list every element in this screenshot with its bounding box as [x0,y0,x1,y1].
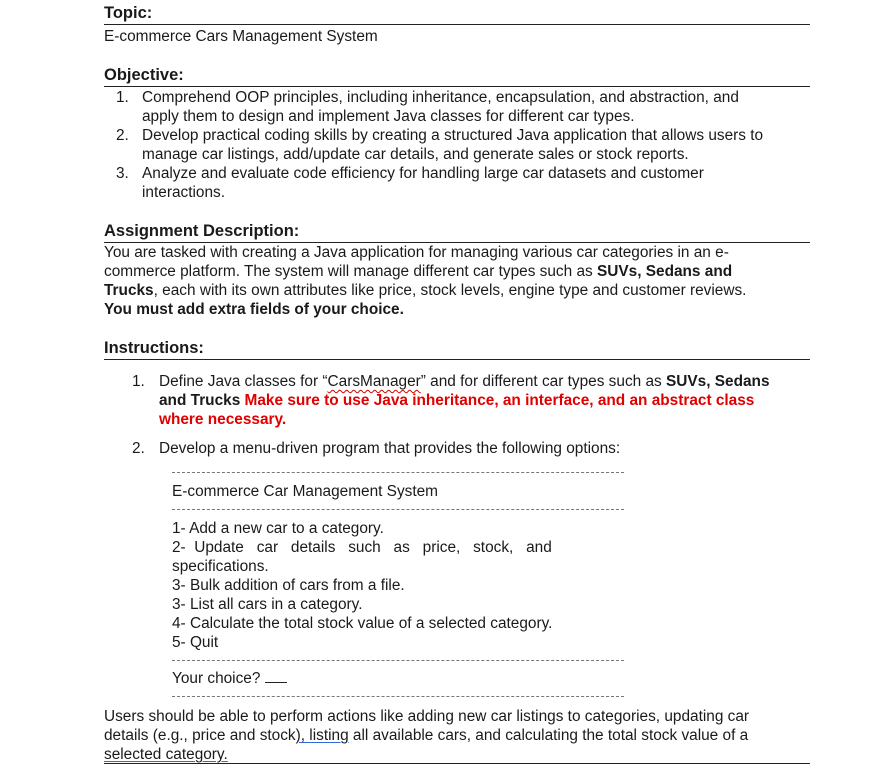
menu-divider [172,696,624,697]
topic-heading: Topic: [104,4,810,25]
menu-title: E-commerce Car Management System [172,483,438,500]
assignment-line-2: commerce platform. The system will manage different car types such as SUVs, Sedans and [104,263,733,280]
topic-section [104,4,810,46]
instruction-item-1: 1. Define Java classes for “CarsManager” and for different car types such as SUVs, Sedans and Trucks Make sure to use Java inheritance, an interface, and an abstract class where necessary. [132,373,770,428]
assignment-section [104,222,810,319]
assignment-line-1: You are tasked with creating a Java application for managing various car categories in an e- [104,244,729,261]
footer-line-3: selected category. [104,746,228,763]
assignment-line-4: You must add extra fields of your choice. [104,301,404,318]
objective-list [104,88,810,202]
menu-prompt-row [172,669,624,688]
menu-prompt: Your choice? [172,669,624,688]
menu-option: 2- Update car details such as price, stock, and [172,539,552,556]
assignment-heading: Assignment Description: [104,222,810,243]
objective-section [104,66,810,202]
menu-divider [172,472,624,473]
footer-paragraph [104,707,810,764]
menu-divider [172,660,624,661]
menu-options [172,519,624,652]
spellcheck-word: CarsManager [327,373,421,390]
objective-item: 3. Analyze and evaluate code efficiency for handling large car datasets and customer interactions. [116,165,704,201]
topic-text: E-commerce Cars Management System [104,28,378,45]
menu-option: 4- Calculate the total stock value of a selected category. [172,615,553,632]
footer-line-1: Users should be able to perform actions like adding new car listings to categories, updating car [104,708,750,725]
instructions-heading: Instructions: [104,339,810,360]
menu-option: 3- List all cars in a category. [172,596,363,613]
footer-line-2: details (e.g., price and stock), listing all available cars, and calculating the total stock value of a [104,727,749,744]
answer-blank [265,670,287,683]
menu-title-row [172,482,624,501]
menu-divider [172,509,624,510]
menu-option: 5- Quit [172,634,219,651]
assignment-line-3: Trucks, each with its own attributes like price, stock levels, engine type and customer reviews. [104,282,747,299]
instruction-item-2: 2. Develop a menu-driven program that provides the following options: [132,440,621,457]
menu-option: specifications. [172,558,269,575]
instructions-section [104,339,810,458]
menu-option: 1- Add a new car to a category. [172,520,384,537]
objective-item: 2. Develop practical coding skills by creating a structured Java application that allows users to manage car listings, add/update car details, and generate sales or stock reports. [116,127,764,163]
objective-item: 1. Comprehend OOP principles, including inheritance, encapsulation, and abstraction, and apply them to design and implement Java classes for different car types. [116,89,739,125]
menu-option: 3- Bulk addition of cars from a file. [172,577,405,594]
objective-heading: Objective: [104,66,810,87]
bottom-rule [104,763,810,764]
